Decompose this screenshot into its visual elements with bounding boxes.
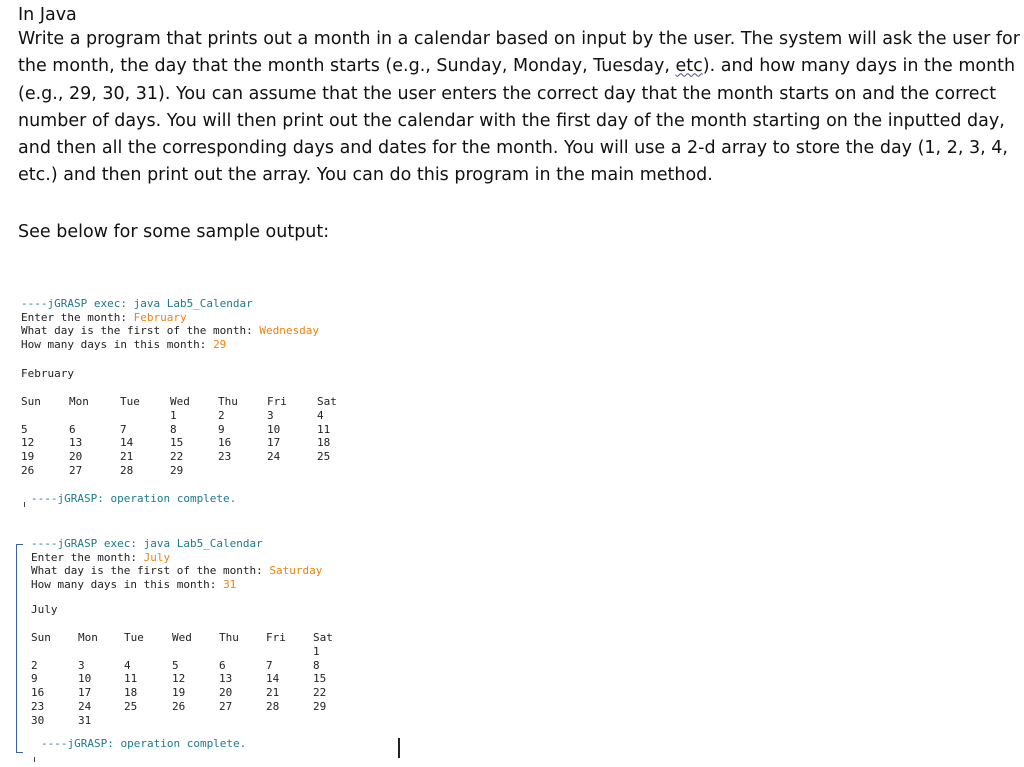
etc-spellcheck-word: etc [675,56,703,77]
calendar-day-cell: 17 [78,686,92,700]
operation-complete-line: ----jGRASP: operation complete. [31,492,237,505]
calendar-day-cell: 6 [219,658,226,672]
days-prompt: How many days in this month: [21,338,214,352]
calendar-day-cell: 25 [317,450,331,464]
calendar-day-cell: 1 [170,409,177,422]
console-run-1 [21,297,319,352]
month-input: July [143,550,171,564]
month-prompt: Enter the month: [31,550,144,564]
calendar-day-cell: 13 [219,672,233,686]
calendar-day-cell: 7 [266,658,273,672]
days-input: 31 [223,578,237,592]
day-input: Saturday [269,564,323,578]
calendar-day-cell: 16 [218,436,232,450]
weekday-header-tue: Tue [120,395,140,408]
weekday-header-wed: Wed [170,395,190,408]
calendar-day-cell: 14 [266,672,280,686]
calendar-day-cell: 26 [21,463,35,477]
calendar-day-cell: 11 [124,672,138,686]
calendar-day-cell: 22 [170,450,184,464]
calendar-month-title: February [21,367,74,380]
weekday-header-sat: Sat [313,631,333,644]
calendar-day-cell: 30 [31,713,45,727]
operation-complete-line: ----jGRASP: operation complete. [41,737,247,750]
day-prompt: What day is the first of the month: [31,564,270,578]
calendar-day-cell: 18 [317,436,331,450]
calendar-day-cell: 26 [172,699,186,713]
calendar-day-cell: 21 [120,450,134,464]
day-input: Wednesday [259,324,320,338]
calendar-day-cell: 3 [78,658,85,672]
weekday-header-tue: Tue [124,631,144,644]
calendar-day-cell: 20 [69,450,83,464]
heading: In Java [18,5,77,25]
weekday-header-mon: Mon [69,395,89,408]
calendar-day-cell: 23 [31,699,45,713]
exec-line: ----jGRASP exec: java Lab5_Calendar [21,297,253,310]
calendar-day-cell: 24 [267,450,281,464]
calendar-day-cell: 9 [31,672,38,686]
calendar-day-cell: 9 [218,422,225,436]
weekday-header-thu: Thu [219,631,239,644]
weekday-header-wed: Wed [172,631,192,644]
calendar-day-cell: 13 [69,436,83,450]
sample-output-label: See below for some sample output: [18,222,330,242]
calendar-day-cell: 4 [317,409,324,422]
calendar-day-cell: 22 [313,686,327,700]
calendar-day-cell: 1 [313,645,320,658]
calendar-day-cell: 23 [218,450,232,464]
calendar-day-cell: 28 [266,699,280,713]
day-prompt: What day is the first of the month: [21,324,260,338]
month-input: February [133,310,187,324]
calendar-day-cell: 20 [219,686,233,700]
weekday-header-mon: Mon [78,631,98,644]
calendar-day-cell: 2 [218,409,225,422]
weekday-header-sun: Sun [31,631,51,644]
calendar-day-cell: 4 [124,658,131,672]
calendar-day-cell: 6 [69,422,76,436]
document-body [18,4,1022,190]
weekday-header-sun: Sun [21,395,41,408]
calendar-day-cell: 19 [172,686,186,700]
weekday-header-fri: Fri [267,395,287,408]
assignment-prompt [18,26,1022,190]
calendar-day-cell: 17 [267,436,281,450]
calendar-day-cell: 3 [267,409,274,422]
calendar-day-cell: 18 [124,686,138,700]
month-prompt: Enter the month: [21,310,134,324]
prompt-text-part-2: ). and how many days in the month (e.g., 29, 30, 31). You can assume that the user enters the correct day that the month starts on and the correct number of days. You will then print out the calendar with the first day of the month starting on the inputted day, and then all the corresponding days and dates for the month. You will use a 2-d array to store the day (1, 2, 3, 4, etc.) and then print out the array. You can do this program in the main method. [18,56,1016,186]
calendar-day-cell: 8 [170,422,177,436]
days-input: 29 [213,338,227,352]
calendar-day-cell: 25 [124,699,138,713]
calendar-day-cell: 8 [313,658,320,672]
calendar-day-cell: 15 [170,436,184,450]
prompt-text-part-1: Write a program that prints out a month in a calendar based on input by the user. The system will ask the user for the month, the day that the month starts (e.g., Sunday, Monday, Tuesday, [18,29,1020,77]
calendar-day-cell: 12 [21,436,35,450]
calendar-day-cell: 15 [313,672,327,686]
exec-line: ----jGRASP exec: java Lab5_Calendar [31,537,263,550]
calendar-day-cell: 19 [21,450,35,464]
calendar-day-cell: 14 [120,436,134,450]
weekday-header-fri: Fri [266,631,286,644]
days-prompt: How many days in this month: [31,578,224,592]
text-cursor [398,738,400,758]
calendar-day-cell: 27 [219,699,233,713]
calendar-day-cell: 10 [267,422,281,436]
console-run-2 [31,537,322,592]
calendar-day-cell: 29 [313,699,327,713]
calendar-month-title: July [31,603,58,616]
calendar-day-cell: 29 [170,463,184,477]
calendar-day-cell: 5 [21,422,28,436]
divider-tick [24,502,25,507]
calendar-day-cell: 12 [172,672,186,686]
calendar-day-cell: 16 [31,686,45,700]
calendar-day-cell: 21 [266,686,280,700]
calendar-day-cell: 10 [78,672,92,686]
calendar-day-cell: 24 [78,699,92,713]
weekday-header-sat: Sat [317,395,337,408]
calendar-day-cell: 5 [172,658,179,672]
calendar-day-cell: 31 [78,713,92,727]
calendar-day-cell: 7 [120,422,127,436]
calendar-day-cell: 11 [317,422,331,436]
calendar-day-cell: 27 [69,463,83,477]
calendar-day-cell: 28 [120,463,134,477]
console-bracket [16,544,23,753]
calendar-day-cell: 2 [31,658,38,672]
weekday-header-thu: Thu [218,395,238,408]
divider-tick [34,757,35,762]
